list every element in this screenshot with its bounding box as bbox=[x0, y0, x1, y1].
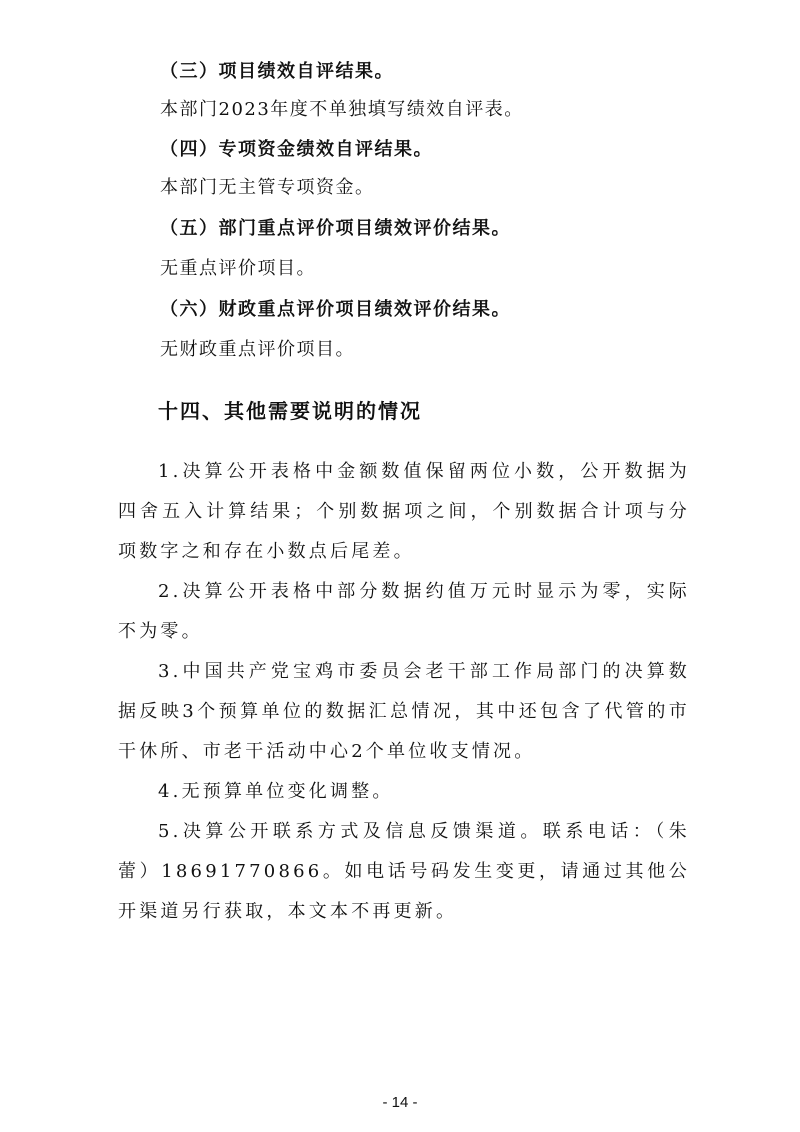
subheading-4: （四）专项资金绩效自评结果。 bbox=[160, 139, 433, 160]
body-text-3: 本部门2023年度不单独填写绩效自评表。 bbox=[160, 99, 524, 120]
paragraph-2: 2.决算公开表格中部分数据约值万元时显示为零，实际不为零。 bbox=[118, 581, 690, 642]
subheading-6: （六）财政重点评价项目绩效评价结果。 bbox=[160, 299, 511, 320]
body-text-5: 无重点评价项目。 bbox=[160, 258, 316, 279]
paragraph-1: 1.决算公开表格中金额数值保留两位小数，公开数据为四舍五入计算结果；个别数据项之间，个别数据合计项与分项数字之和存在小数点后尾差。 bbox=[118, 461, 690, 562]
body-text-4: 本部门无主管专项资金。 bbox=[160, 177, 375, 198]
subheading-3: （三）项目绩效自评结果。 bbox=[160, 61, 394, 82]
body-text-6: 无财政重点评价项目。 bbox=[160, 339, 355, 360]
page-number: - 14 - bbox=[382, 1094, 418, 1111]
subheading-5: （五）部门重点评价项目绩效评价结果。 bbox=[160, 218, 511, 239]
paragraph-5: 5.决算公开联系方式及信息反馈渠道。联系电话：（朱蕾）18691770866。如电话号码发生变更，请通过其他公开渠道另行获取，本文本不再更新。 bbox=[118, 821, 690, 922]
paragraph-4: 4.无预算单位变化调整。 bbox=[158, 781, 394, 802]
section-title: 十四、其他需要说明的情况 bbox=[158, 399, 422, 423]
paragraph-3: 3.中国共产党宝鸡市委员会老干部工作局部门的决算数据反映3个预算单位的数据汇总情况，其中还包含了代管的市干休所、市老干活动中心2个单位收支情况。 bbox=[118, 661, 690, 762]
